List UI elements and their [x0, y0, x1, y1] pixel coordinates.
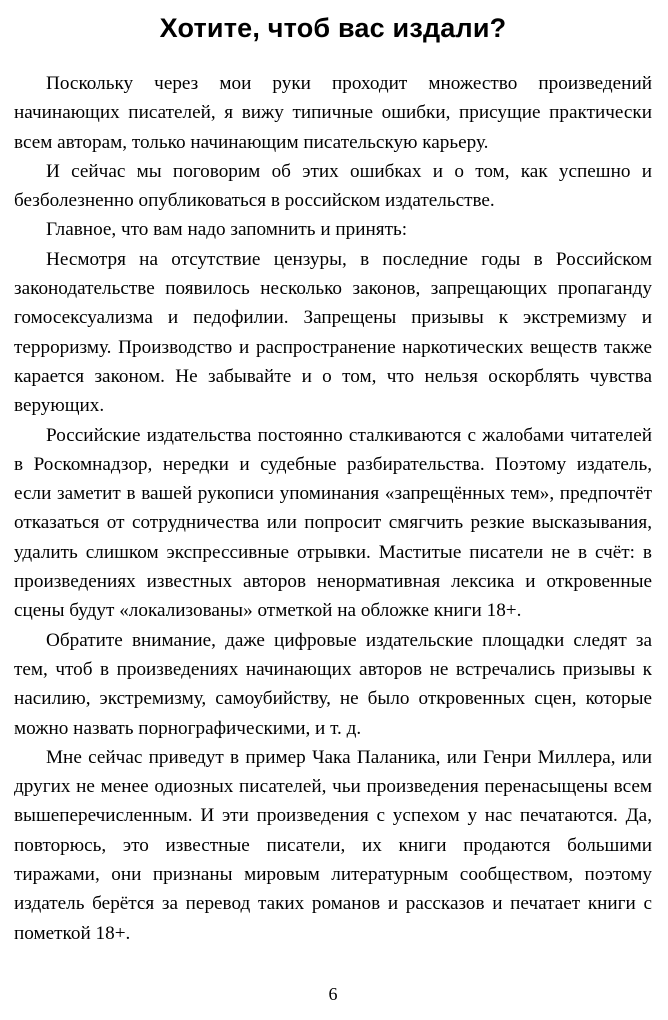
paragraph: Обратите внимание, даже цифровые издательские площадки следят за тем, чтоб в произведениях начинающих авторов не встречались призывы к насилию, экстремизму, самоубийству, не было откровенных сцен, которые можно назвать порнографическими, и т. д. — [14, 629, 652, 739]
paragraph: Несмотря на отсутствие цензуры, в последние годы в Российском законодательстве появилось несколько законов, запрещающих пропаганду гомосексуализма и педофилии. Запрещены призывы к экстремизму и терроризму. Производство и распространение наркотических веществ также карается законом. Не забывайте и о том, что нельзя оскорблять чувства верующих. — [14, 248, 652, 417]
paragraph: Поскольку через мои руки проходит множество произведений начинающих писателей, я вижу типичные ошибки, присущие практически всем авторам, только начинающим писательскую карьеру. — [14, 73, 652, 153]
book-page — [14, 0, 652, 1020]
chapter-title: Хотите, чтоб вас издали? — [159, 13, 507, 43]
chapter-body — [14, 69, 652, 948]
paragraph: Мне сейчас приведут в пример Чака Паланика, или Генри Миллера, или других не менее одиозных писателей, чьи произведения перенасыщены всем вышеперечисленным. И эти произведения с успехом у нас печатаются. Да, повторюсь, это известные писатели, их книги продаются большими тиражами, они признаны мировым литературным сообществом, поэтому издатель берётся за перевод таких романов и рассказов и печатает книги с пометкой 18+. — [14, 746, 652, 944]
paragraph: Главное, что вам надо запомнить и принять: — [46, 219, 408, 241]
paragraph: Российские издательства постоянно сталкиваются с жалобами читателей в Роскомнадзор, нередки и судебные разбирательства. Поэтому издатель, если заметит в вашей рукописи упоминания «запрещённых тем», предпочтёт отказаться от сотрудничества или попросит смягчить резкие высказывания, удалить слишком экспрессивные отрывки. Маститые писатели не в счёт: в произведениях известных авторов ненормативная лексика и откровенные сцены будут «локализованы» отметкой на обложке книги 18+. — [14, 424, 652, 622]
page-number: 6 — [328, 984, 338, 1004]
paragraph: И сейчас мы поговорим об этих ошибках и о том, как успешно и безболезненно опубликоваться в российском издательстве. — [14, 160, 652, 212]
